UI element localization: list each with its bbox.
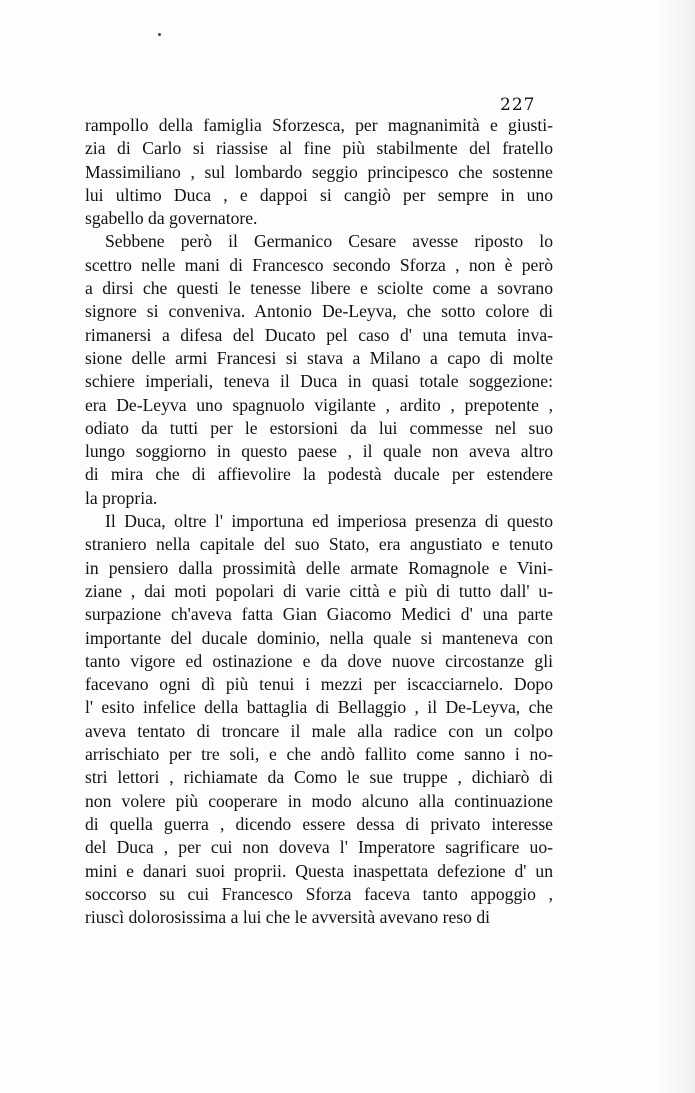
text-line: odiato da tutti per le estorsioni da lui commesse nel suo xyxy=(85,417,553,438)
paper-speck xyxy=(158,33,161,36)
text-line: Massimiliano , sul lombardo seggio principesco che sostenne xyxy=(85,161,553,182)
text-line: lungo soggiorno in questo paese , il quale non aveva altro xyxy=(85,441,553,462)
text-line: mini e danari suoi proprii. Questa inaspettata defezione d' un xyxy=(85,860,553,881)
text-line: sione delle armi Francesi si stava a Milano a capo di molte xyxy=(85,347,553,368)
text-line: rimanersi a difesa del Ducato pel caso d' una temuta inva- xyxy=(85,324,553,345)
text-line: surpazione ch'aveva fatta Gian Giacomo Medici d' una parte xyxy=(85,604,553,625)
text-line: zia di Carlo si riassise al fine più stabilmente del fratello xyxy=(85,138,553,159)
page-shadow xyxy=(655,0,695,1093)
text-line: la propria. xyxy=(85,487,158,508)
text-line: era De-Leyva uno spagnuolo vigilante , ardito , prepotente , xyxy=(85,394,553,415)
page-number: 227 xyxy=(500,95,536,115)
text-line: sgabello da governatore. xyxy=(85,208,258,229)
text-line: a dirsi che questi le tenesse libere e sciolte come a sovrano xyxy=(85,278,553,299)
text-line: soccorso su cui Francesco Sforza faceva tanto appoggio , xyxy=(85,883,553,904)
text-line: Sebbene però il Germanico Cesare avesse riposto lo xyxy=(105,231,553,252)
text-line: aveva tentato di troncare il male alla radice con un colpo xyxy=(85,720,553,741)
text-line: facevano ogni dì più tenui i mezzi per iscacciarnelo. Dopo xyxy=(85,674,553,695)
text-line: rampollo della famiglia Sforzesca, per magnanimità e giusti- xyxy=(85,115,553,135)
text-line: l' esito infelice della battaglia di Bellaggio , il De-Leyva, che xyxy=(85,697,553,718)
text-line: non volere più cooperare in modo alcuno alla continuazione xyxy=(85,790,553,811)
text-line: di quella guerra , dicendo essere dessa di privato interesse xyxy=(85,813,553,834)
text-line: straniero nella capitale del suo Stato, era angustiato e tenuto xyxy=(85,534,553,555)
text-line: lui ultimo Duca , e dappoi si cangiò per sempre in uno xyxy=(85,184,553,205)
text-line: scettro nelle mani di Francesco secondo Sforza , non è però xyxy=(85,254,553,275)
text-line: signore si conveniva. Antonio De-Leyva, che sotto colore di xyxy=(85,301,553,322)
body-text xyxy=(85,114,553,929)
text-line: schiere imperiali, teneva il Duca in quasi totale soggezione: xyxy=(85,371,553,392)
text-line: ziane , dai moti popolari di varie città e più di tutto dall' u- xyxy=(85,580,553,601)
text-line: riuscì dolorosissima a lui che le avversità avevano reso di xyxy=(85,907,491,928)
text-line: importante del ducale dominio, nella quale si manteneva con xyxy=(85,627,553,648)
text-line: arrischiato per tre soli, e che andò fallito come sanno i no- xyxy=(85,744,553,765)
text-line: tanto vigore ed ostinazione e da dove nuove circostanze gli xyxy=(85,650,553,671)
text-line: del Duca , per cui non doveva l' Imperatore sagrificare uo- xyxy=(85,837,553,858)
text-line: stri lettori , richiamate da Como le sue truppe , dichiarò di xyxy=(85,767,553,788)
text-line: di mira che di affievolire la podestà ducale per estendere xyxy=(85,464,553,485)
text-line: in pensiero dalla prossimità delle armate Romagnole e Vini- xyxy=(85,557,553,578)
text-line: Il Duca, oltre l' importuna ed imperiosa presenza di questo xyxy=(105,511,553,532)
